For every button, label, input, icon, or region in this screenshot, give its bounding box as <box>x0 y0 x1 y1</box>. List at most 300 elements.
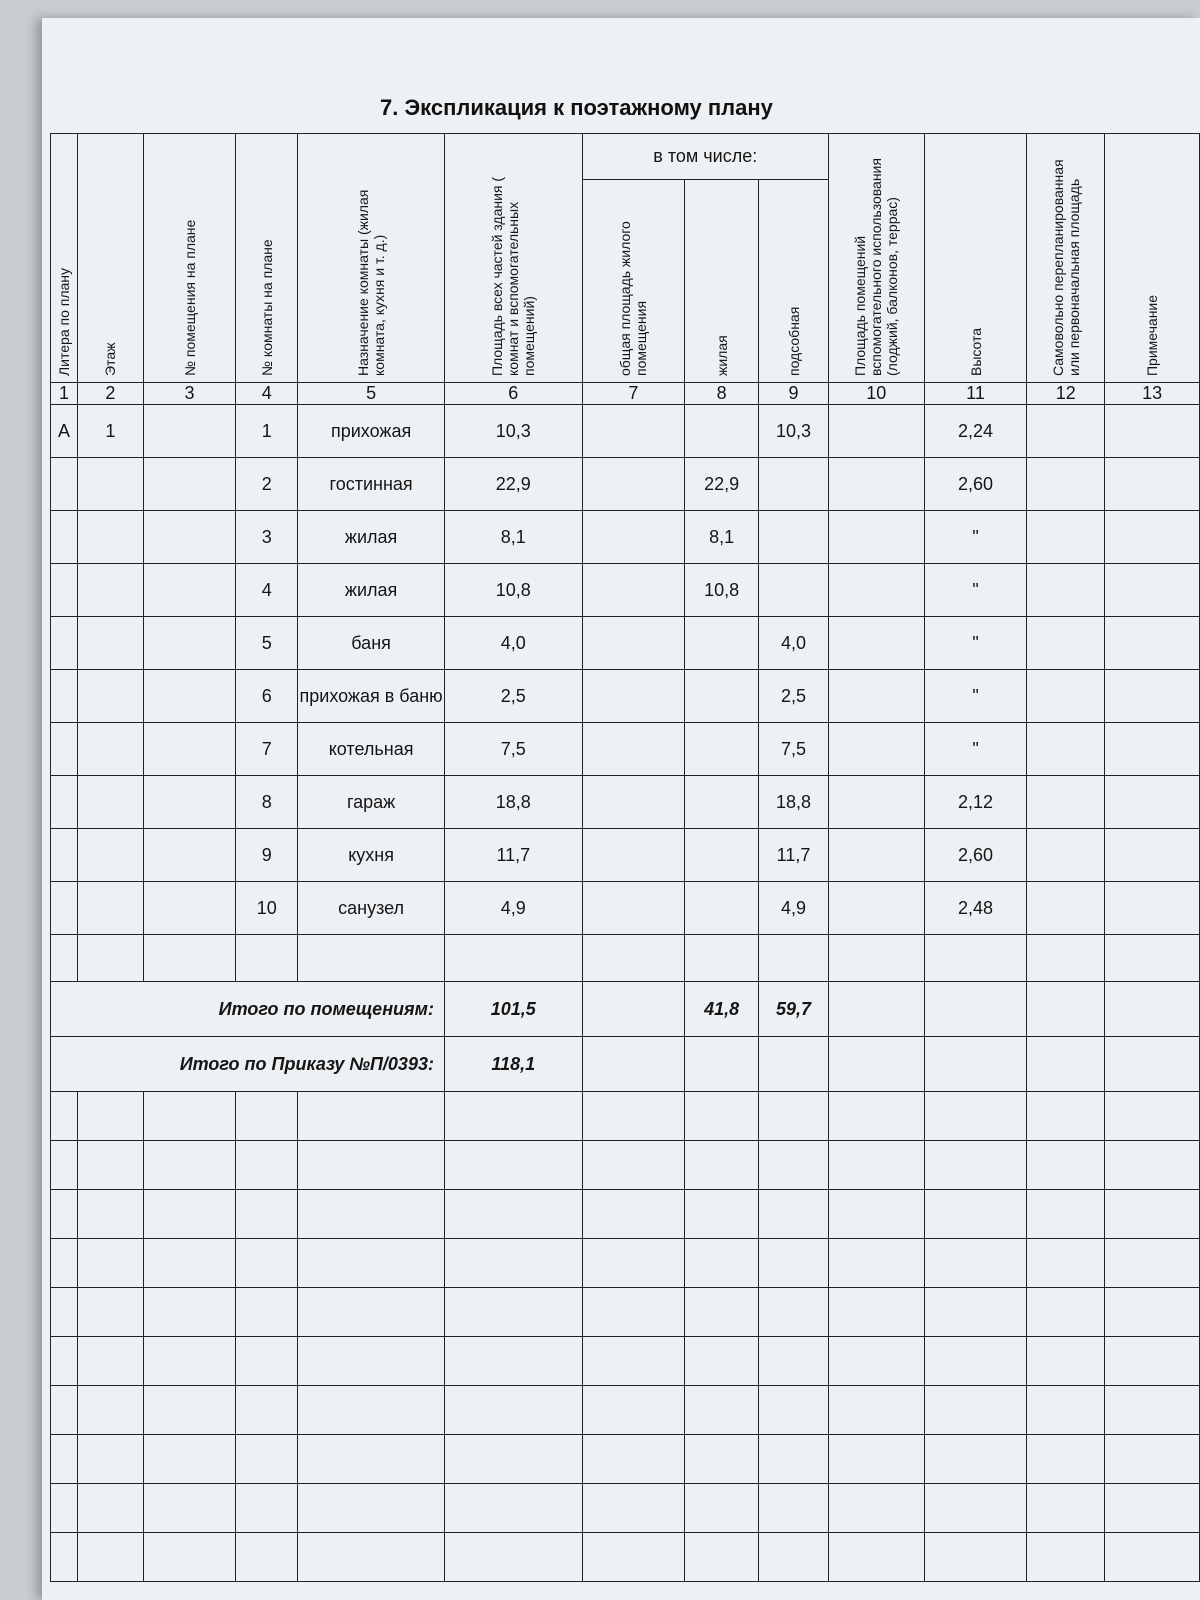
empty-cell <box>1105 1190 1200 1239</box>
empty-cell <box>1105 935 1200 982</box>
cell-room-no: 6 <box>236 670 298 723</box>
empty-cell <box>582 1037 685 1092</box>
cell-premises-no <box>143 405 236 458</box>
empty-cell <box>759 1484 829 1533</box>
column-number: 2 <box>77 383 143 405</box>
empty-cell <box>924 1435 1027 1484</box>
header-living: жилая <box>685 179 759 382</box>
empty-cell <box>77 1141 143 1190</box>
empty-cell <box>51 1190 78 1239</box>
empty-cell <box>51 1435 78 1484</box>
cell-replanned <box>1027 829 1105 882</box>
empty-cell <box>828 1190 924 1239</box>
cell-floor <box>77 882 143 935</box>
empty-cell <box>759 1533 829 1582</box>
cell-auxiliary-use <box>828 776 924 829</box>
cell-living <box>685 723 759 776</box>
table-row <box>51 723 1200 776</box>
empty-cell <box>236 1190 298 1239</box>
cell-replanned <box>1027 670 1105 723</box>
blank-row <box>51 1141 1200 1190</box>
empty-cell <box>298 1386 445 1435</box>
cell-floor <box>77 776 143 829</box>
empty-cell <box>924 982 1027 1037</box>
cell-height: 2,12 <box>924 776 1027 829</box>
header-row <box>51 134 1200 180</box>
empty-cell <box>298 1484 445 1533</box>
empty-cell <box>444 1337 582 1386</box>
empty-cell <box>298 1092 445 1141</box>
empty-cell <box>582 1484 685 1533</box>
table-row <box>51 511 1200 564</box>
empty-cell <box>1027 982 1105 1037</box>
empty-cell <box>924 1533 1027 1582</box>
empty-cell <box>828 935 924 982</box>
empty-cell <box>685 1037 759 1092</box>
total-rooms-auxiliary: 59,7 <box>759 982 829 1037</box>
empty-cell <box>759 1092 829 1141</box>
cell-litera <box>51 776 78 829</box>
cell-litera <box>51 511 78 564</box>
empty-cell <box>1027 1386 1105 1435</box>
cell-total-area: 10,8 <box>444 564 582 617</box>
column-number: 5 <box>298 383 445 405</box>
cell-auxiliary <box>759 458 829 511</box>
table-row <box>51 458 1200 511</box>
empty-cell <box>143 1092 236 1141</box>
header-note: Примечание <box>1105 134 1200 383</box>
blank-row <box>51 1190 1200 1239</box>
cell-floor <box>77 723 143 776</box>
cell-total-area: 7,5 <box>444 723 582 776</box>
header-room-no: № комнаты на плане <box>236 134 298 383</box>
cell-premises-no <box>143 564 236 617</box>
empty-cell <box>143 1386 236 1435</box>
cell-purpose: гараж <box>298 776 445 829</box>
empty-cell <box>685 935 759 982</box>
cell-purpose: прихожая <box>298 405 445 458</box>
cell-living: 10,8 <box>685 564 759 617</box>
cell-floor <box>77 564 143 617</box>
cell-living <box>685 829 759 882</box>
empty-cell <box>924 935 1027 982</box>
cell-auxiliary-use <box>828 405 924 458</box>
empty-cell <box>685 1092 759 1141</box>
empty-cell <box>582 1092 685 1141</box>
cell-premises-no <box>143 882 236 935</box>
blank-row <box>51 1435 1200 1484</box>
cell-premises-no <box>143 617 236 670</box>
column-number: 8 <box>685 383 759 405</box>
cell-replanned <box>1027 511 1105 564</box>
empty-cell <box>444 1141 582 1190</box>
empty-cell <box>143 1435 236 1484</box>
table-row <box>51 564 1200 617</box>
cell-height: " <box>924 723 1027 776</box>
header-group-including: в том числе: <box>582 134 828 180</box>
empty-cell <box>1027 1239 1105 1288</box>
cell-auxiliary-use <box>828 458 924 511</box>
empty-cell <box>582 935 685 982</box>
cell-height: " <box>924 564 1027 617</box>
cell-auxiliary: 10,3 <box>759 405 829 458</box>
column-number: 13 <box>1105 383 1200 405</box>
empty-cell <box>759 1386 829 1435</box>
cell-purpose: гостинная <box>298 458 445 511</box>
cell-replanned <box>1027 458 1105 511</box>
empty-cell <box>236 1484 298 1533</box>
cell-auxiliary-use <box>828 829 924 882</box>
empty-cell <box>51 1533 78 1582</box>
empty-cell <box>444 1484 582 1533</box>
header-floor: Этаж <box>77 134 143 383</box>
empty-cell <box>828 1386 924 1435</box>
cell-purpose: котельная <box>298 723 445 776</box>
empty-cell <box>143 1190 236 1239</box>
cell-height: 2,48 <box>924 882 1027 935</box>
cell-auxiliary-use <box>828 882 924 935</box>
empty-cell <box>1105 1037 1200 1092</box>
cell-height: " <box>924 617 1027 670</box>
header-height: Высота <box>924 134 1027 383</box>
empty-cell <box>924 1337 1027 1386</box>
empty-cell <box>759 935 829 982</box>
empty-cell <box>828 1092 924 1141</box>
cell-living <box>685 776 759 829</box>
empty-cell <box>685 1533 759 1582</box>
empty-cell <box>759 1037 829 1092</box>
cell-total-area: 4,9 <box>444 882 582 935</box>
empty-cell <box>236 1092 298 1141</box>
cell-litera <box>51 564 78 617</box>
empty-cell <box>143 1337 236 1386</box>
cell-auxiliary-use <box>828 564 924 617</box>
cell-floor <box>77 670 143 723</box>
cell-floor <box>77 511 143 564</box>
empty-cell <box>143 935 236 982</box>
header-auxiliary-use: Площадь помещений вспомогательного использования (лоджий, балконов, террас) <box>828 134 924 383</box>
total-order-area: 118,1 <box>444 1037 582 1092</box>
empty-cell <box>236 1239 298 1288</box>
empty-cell <box>759 1337 829 1386</box>
total-order-row <box>51 1037 1200 1092</box>
cell-auxiliary: 4,0 <box>759 617 829 670</box>
empty-cell <box>685 1435 759 1484</box>
cell-total-living-area <box>582 511 685 564</box>
cell-total-living-area <box>582 564 685 617</box>
empty-cell <box>685 1337 759 1386</box>
empty-cell <box>582 1533 685 1582</box>
cell-floor <box>77 617 143 670</box>
empty-cell <box>828 1533 924 1582</box>
empty-cell <box>444 1190 582 1239</box>
cell-note <box>1105 776 1200 829</box>
empty-cell <box>1027 1141 1105 1190</box>
cell-premises-no <box>143 723 236 776</box>
empty-cell <box>143 1141 236 1190</box>
empty-cell <box>143 1533 236 1582</box>
table-row <box>51 617 1200 670</box>
total-rooms-row <box>51 982 1200 1037</box>
empty-cell <box>828 1037 924 1092</box>
table-row <box>51 670 1200 723</box>
empty-cell <box>582 982 685 1037</box>
empty-cell <box>1105 982 1200 1037</box>
cell-purpose: санузел <box>298 882 445 935</box>
header-total-area: Площадь всех частей здания ( комнат и вспомогательных помещений) <box>444 134 582 383</box>
cell-auxiliary-use <box>828 723 924 776</box>
cell-litera <box>51 670 78 723</box>
cell-litera <box>51 882 78 935</box>
empty-cell <box>759 1239 829 1288</box>
empty-cell <box>582 1337 685 1386</box>
empty-cell <box>77 1386 143 1435</box>
empty-cell <box>298 1190 445 1239</box>
empty-cell <box>1105 1141 1200 1190</box>
empty-cell <box>924 1092 1027 1141</box>
cell-room-no: 10 <box>236 882 298 935</box>
empty-cell <box>828 1141 924 1190</box>
cell-note <box>1105 723 1200 776</box>
empty-cell <box>51 935 78 982</box>
table-row <box>51 882 1200 935</box>
cell-replanned <box>1027 723 1105 776</box>
empty-cell <box>51 1239 78 1288</box>
empty-cell <box>828 1484 924 1533</box>
empty-cell <box>924 1141 1027 1190</box>
empty-cell <box>1027 935 1105 982</box>
empty-cell <box>77 1092 143 1141</box>
cell-total-area: 4,0 <box>444 617 582 670</box>
cell-total-area: 2,5 <box>444 670 582 723</box>
cell-floor <box>77 458 143 511</box>
cell-total-living-area <box>582 829 685 882</box>
empty-cell <box>828 1435 924 1484</box>
cell-purpose: кухня <box>298 829 445 882</box>
cell-height: " <box>924 511 1027 564</box>
cell-total-area: 10,3 <box>444 405 582 458</box>
cell-premises-no <box>143 458 236 511</box>
empty-cell <box>582 1288 685 1337</box>
cell-replanned <box>1027 617 1105 670</box>
empty-cell <box>685 1484 759 1533</box>
cell-total-living-area <box>582 723 685 776</box>
empty-cell <box>582 1386 685 1435</box>
empty-cell <box>685 1190 759 1239</box>
empty-cell <box>298 935 445 982</box>
empty-cell <box>77 1484 143 1533</box>
blank-row <box>51 1533 1200 1582</box>
empty-cell <box>1027 1288 1105 1337</box>
empty-cell <box>828 1239 924 1288</box>
empty-cell <box>298 1435 445 1484</box>
cell-note <box>1105 882 1200 935</box>
empty-cell <box>444 1092 582 1141</box>
page-title: 7. Экспликация к поэтажному плану <box>380 95 773 120</box>
cell-total-area: 11,7 <box>444 829 582 882</box>
table-row <box>51 776 1200 829</box>
empty-cell <box>444 1435 582 1484</box>
empty-cell <box>924 1288 1027 1337</box>
cell-total-living-area <box>582 405 685 458</box>
empty-cell <box>298 1533 445 1582</box>
cell-total-area: 22,9 <box>444 458 582 511</box>
cell-premises-no <box>143 776 236 829</box>
cell-note <box>1105 511 1200 564</box>
empty-cell <box>298 1288 445 1337</box>
cell-auxiliary <box>759 511 829 564</box>
header-premises-no: № помещения на плане <box>143 134 236 383</box>
blank-row <box>51 1484 1200 1533</box>
cell-total-living-area <box>582 670 685 723</box>
column-number: 6 <box>444 383 582 405</box>
header-purpose: Назначение комнаты (жилая комната, кухня и т. д.) <box>298 134 445 383</box>
cell-note <box>1105 617 1200 670</box>
empty-cell <box>1105 1386 1200 1435</box>
cell-premises-no <box>143 511 236 564</box>
cell-total-area: 8,1 <box>444 511 582 564</box>
cell-living <box>685 617 759 670</box>
column-number: 1 <box>51 383 78 405</box>
empty-cell <box>236 1141 298 1190</box>
cell-height: 2,60 <box>924 829 1027 882</box>
cell-total-living-area <box>582 617 685 670</box>
column-number: 11 <box>924 383 1027 405</box>
header-replanned: Самовольно перепланированная или первоначальная площадь <box>1027 134 1105 383</box>
empty-cell <box>1105 1435 1200 1484</box>
empty-cell <box>828 982 924 1037</box>
empty-cell <box>759 1435 829 1484</box>
empty-cell <box>143 1239 236 1288</box>
empty-cell <box>51 1141 78 1190</box>
empty-row <box>51 935 1200 982</box>
empty-cell <box>1105 1337 1200 1386</box>
cell-height: 2,24 <box>924 405 1027 458</box>
empty-cell <box>298 1337 445 1386</box>
cell-floor: 1 <box>77 405 143 458</box>
cell-replanned <box>1027 776 1105 829</box>
empty-cell <box>759 1190 829 1239</box>
cell-room-no: 4 <box>236 564 298 617</box>
empty-cell <box>143 1484 236 1533</box>
cell-room-no: 7 <box>236 723 298 776</box>
empty-cell <box>77 1533 143 1582</box>
empty-cell <box>924 1239 1027 1288</box>
cell-floor <box>77 829 143 882</box>
cell-replanned <box>1027 405 1105 458</box>
empty-cell <box>444 935 582 982</box>
cell-auxiliary-use <box>828 670 924 723</box>
empty-cell <box>77 1190 143 1239</box>
empty-cell <box>759 1288 829 1337</box>
cell-auxiliary <box>759 564 829 617</box>
cell-living <box>685 405 759 458</box>
explication-table <box>50 133 1200 1582</box>
empty-cell <box>1105 1533 1200 1582</box>
header-auxiliary: подсобная <box>759 179 829 382</box>
blank-row <box>51 1288 1200 1337</box>
empty-cell <box>1105 1092 1200 1141</box>
cell-total-living-area <box>582 458 685 511</box>
empty-cell <box>1027 1037 1105 1092</box>
empty-cell <box>444 1239 582 1288</box>
cell-total-area: 18,8 <box>444 776 582 829</box>
cell-living <box>685 670 759 723</box>
empty-cell <box>77 1239 143 1288</box>
empty-cell <box>444 1386 582 1435</box>
empty-cell <box>298 1141 445 1190</box>
empty-cell <box>924 1037 1027 1092</box>
empty-cell <box>236 1288 298 1337</box>
empty-cell <box>444 1288 582 1337</box>
empty-cell <box>1027 1533 1105 1582</box>
empty-cell <box>924 1484 1027 1533</box>
cell-premises-no <box>143 670 236 723</box>
cell-litera <box>51 617 78 670</box>
header-total-living-area: общая площадь жилого помещения <box>582 179 685 382</box>
empty-cell <box>582 1239 685 1288</box>
empty-cell <box>51 1092 78 1141</box>
cell-purpose: прихожая в баню <box>298 670 445 723</box>
cell-auxiliary: 2,5 <box>759 670 829 723</box>
column-number: 10 <box>828 383 924 405</box>
empty-cell <box>236 1386 298 1435</box>
cell-living: 8,1 <box>685 511 759 564</box>
blank-row <box>51 1092 1200 1141</box>
empty-cell <box>77 1288 143 1337</box>
cell-purpose: баня <box>298 617 445 670</box>
cell-note <box>1105 405 1200 458</box>
blank-row <box>51 1386 1200 1435</box>
header-litera: Литера по плану <box>51 134 78 383</box>
cell-purpose: жилая <box>298 564 445 617</box>
cell-room-no: 1 <box>236 405 298 458</box>
empty-cell <box>759 1141 829 1190</box>
blank-row <box>51 1337 1200 1386</box>
cell-note <box>1105 670 1200 723</box>
cell-litera <box>51 723 78 776</box>
cell-litera: А <box>51 405 78 458</box>
empty-cell <box>51 1484 78 1533</box>
column-number: 7 <box>582 383 685 405</box>
cell-room-no: 9 <box>236 829 298 882</box>
empty-cell <box>77 1337 143 1386</box>
table-row <box>51 405 1200 458</box>
empty-cell <box>685 1288 759 1337</box>
empty-cell <box>1027 1092 1105 1141</box>
empty-cell <box>51 1288 78 1337</box>
empty-cell <box>77 935 143 982</box>
empty-cell <box>1105 1484 1200 1533</box>
cell-living <box>685 882 759 935</box>
cell-room-no: 2 <box>236 458 298 511</box>
cell-total-living-area <box>582 776 685 829</box>
blank-row <box>51 1239 1200 1288</box>
cell-room-no: 3 <box>236 511 298 564</box>
cell-total-living-area <box>582 882 685 935</box>
column-number: 3 <box>143 383 236 405</box>
column-number: 4 <box>236 383 298 405</box>
cell-height: 2,60 <box>924 458 1027 511</box>
total-rooms-living: 41,8 <box>685 982 759 1037</box>
empty-cell <box>1027 1190 1105 1239</box>
empty-cell <box>924 1190 1027 1239</box>
empty-cell <box>236 1337 298 1386</box>
empty-cell <box>685 1386 759 1435</box>
empty-cell <box>236 1435 298 1484</box>
cell-auxiliary: 18,8 <box>759 776 829 829</box>
empty-cell <box>143 1288 236 1337</box>
